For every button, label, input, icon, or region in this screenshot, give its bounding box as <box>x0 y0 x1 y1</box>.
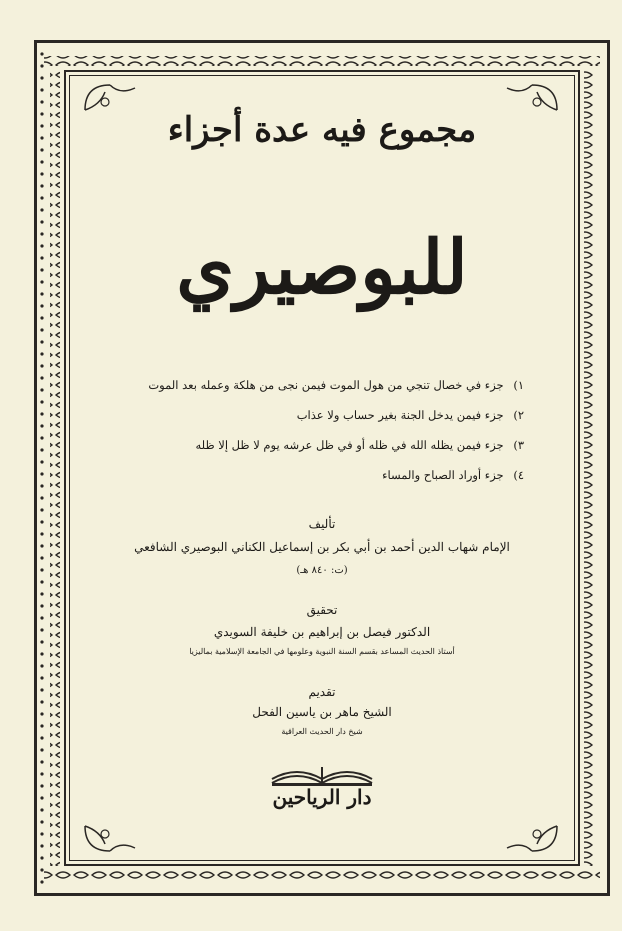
author-name: الإمام شهاب الدين أحمد بن أبي بكر بن إسماعيل الكناني البوصيري الشافعي <box>134 540 510 554</box>
editor-name: الدكتور فيصل بن إبراهيم بن خليفة السويدي <box>213 625 431 639</box>
list-item <box>100 370 524 400</box>
editor-label: تحقيق <box>306 603 338 617</box>
list-item-number: ٤) <box>513 468 524 482</box>
list-item-text: جزء أوراد الصباح والمساء <box>382 468 504 482</box>
list-item-number: ١) <box>513 378 524 392</box>
list-item-text: جزء فيمن يدخل الجنة بغير حساب ولا عذاب <box>296 408 504 422</box>
list-item-text: جزء في خصال تنجي من هول الموت فيمن نجى من هلكة وعمله بعد الموت <box>148 378 504 392</box>
list-item <box>100 400 524 430</box>
publisher-name: دار الرياحين <box>272 785 372 809</box>
title-page-content <box>80 85 564 850</box>
list-item-text: جزء فيمن يظله الله في ظله أو في ظل عرشه يوم لا ظل إلا ظله <box>195 438 504 452</box>
editor-title: أستاذ الحديث المساعد بقسم السنة النبوية وعلومها في الجامعة الإسلامية بماليزيا <box>189 647 455 656</box>
contents-list <box>100 370 524 490</box>
book-title-line2: للبوصيري <box>176 225 468 311</box>
list-item-number: ٢) <box>513 408 524 422</box>
intro-name: الشيخ ماهر بن ياسين الفحل <box>252 705 392 719</box>
list-item-number: ٣) <box>513 438 524 452</box>
author-death-date: (ت: ٨٤٠ هـ) <box>296 565 348 576</box>
open-book-logo-icon <box>267 757 377 787</box>
author-label: تأليف <box>308 517 336 531</box>
list-item <box>100 460 524 490</box>
intro-label: تقديم <box>308 685 336 699</box>
book-title-line1: مجموع فيه عدة أجزاء <box>167 110 477 150</box>
list-item <box>100 430 524 460</box>
intro-title: شيخ دار الحديث العراقية <box>281 727 363 736</box>
